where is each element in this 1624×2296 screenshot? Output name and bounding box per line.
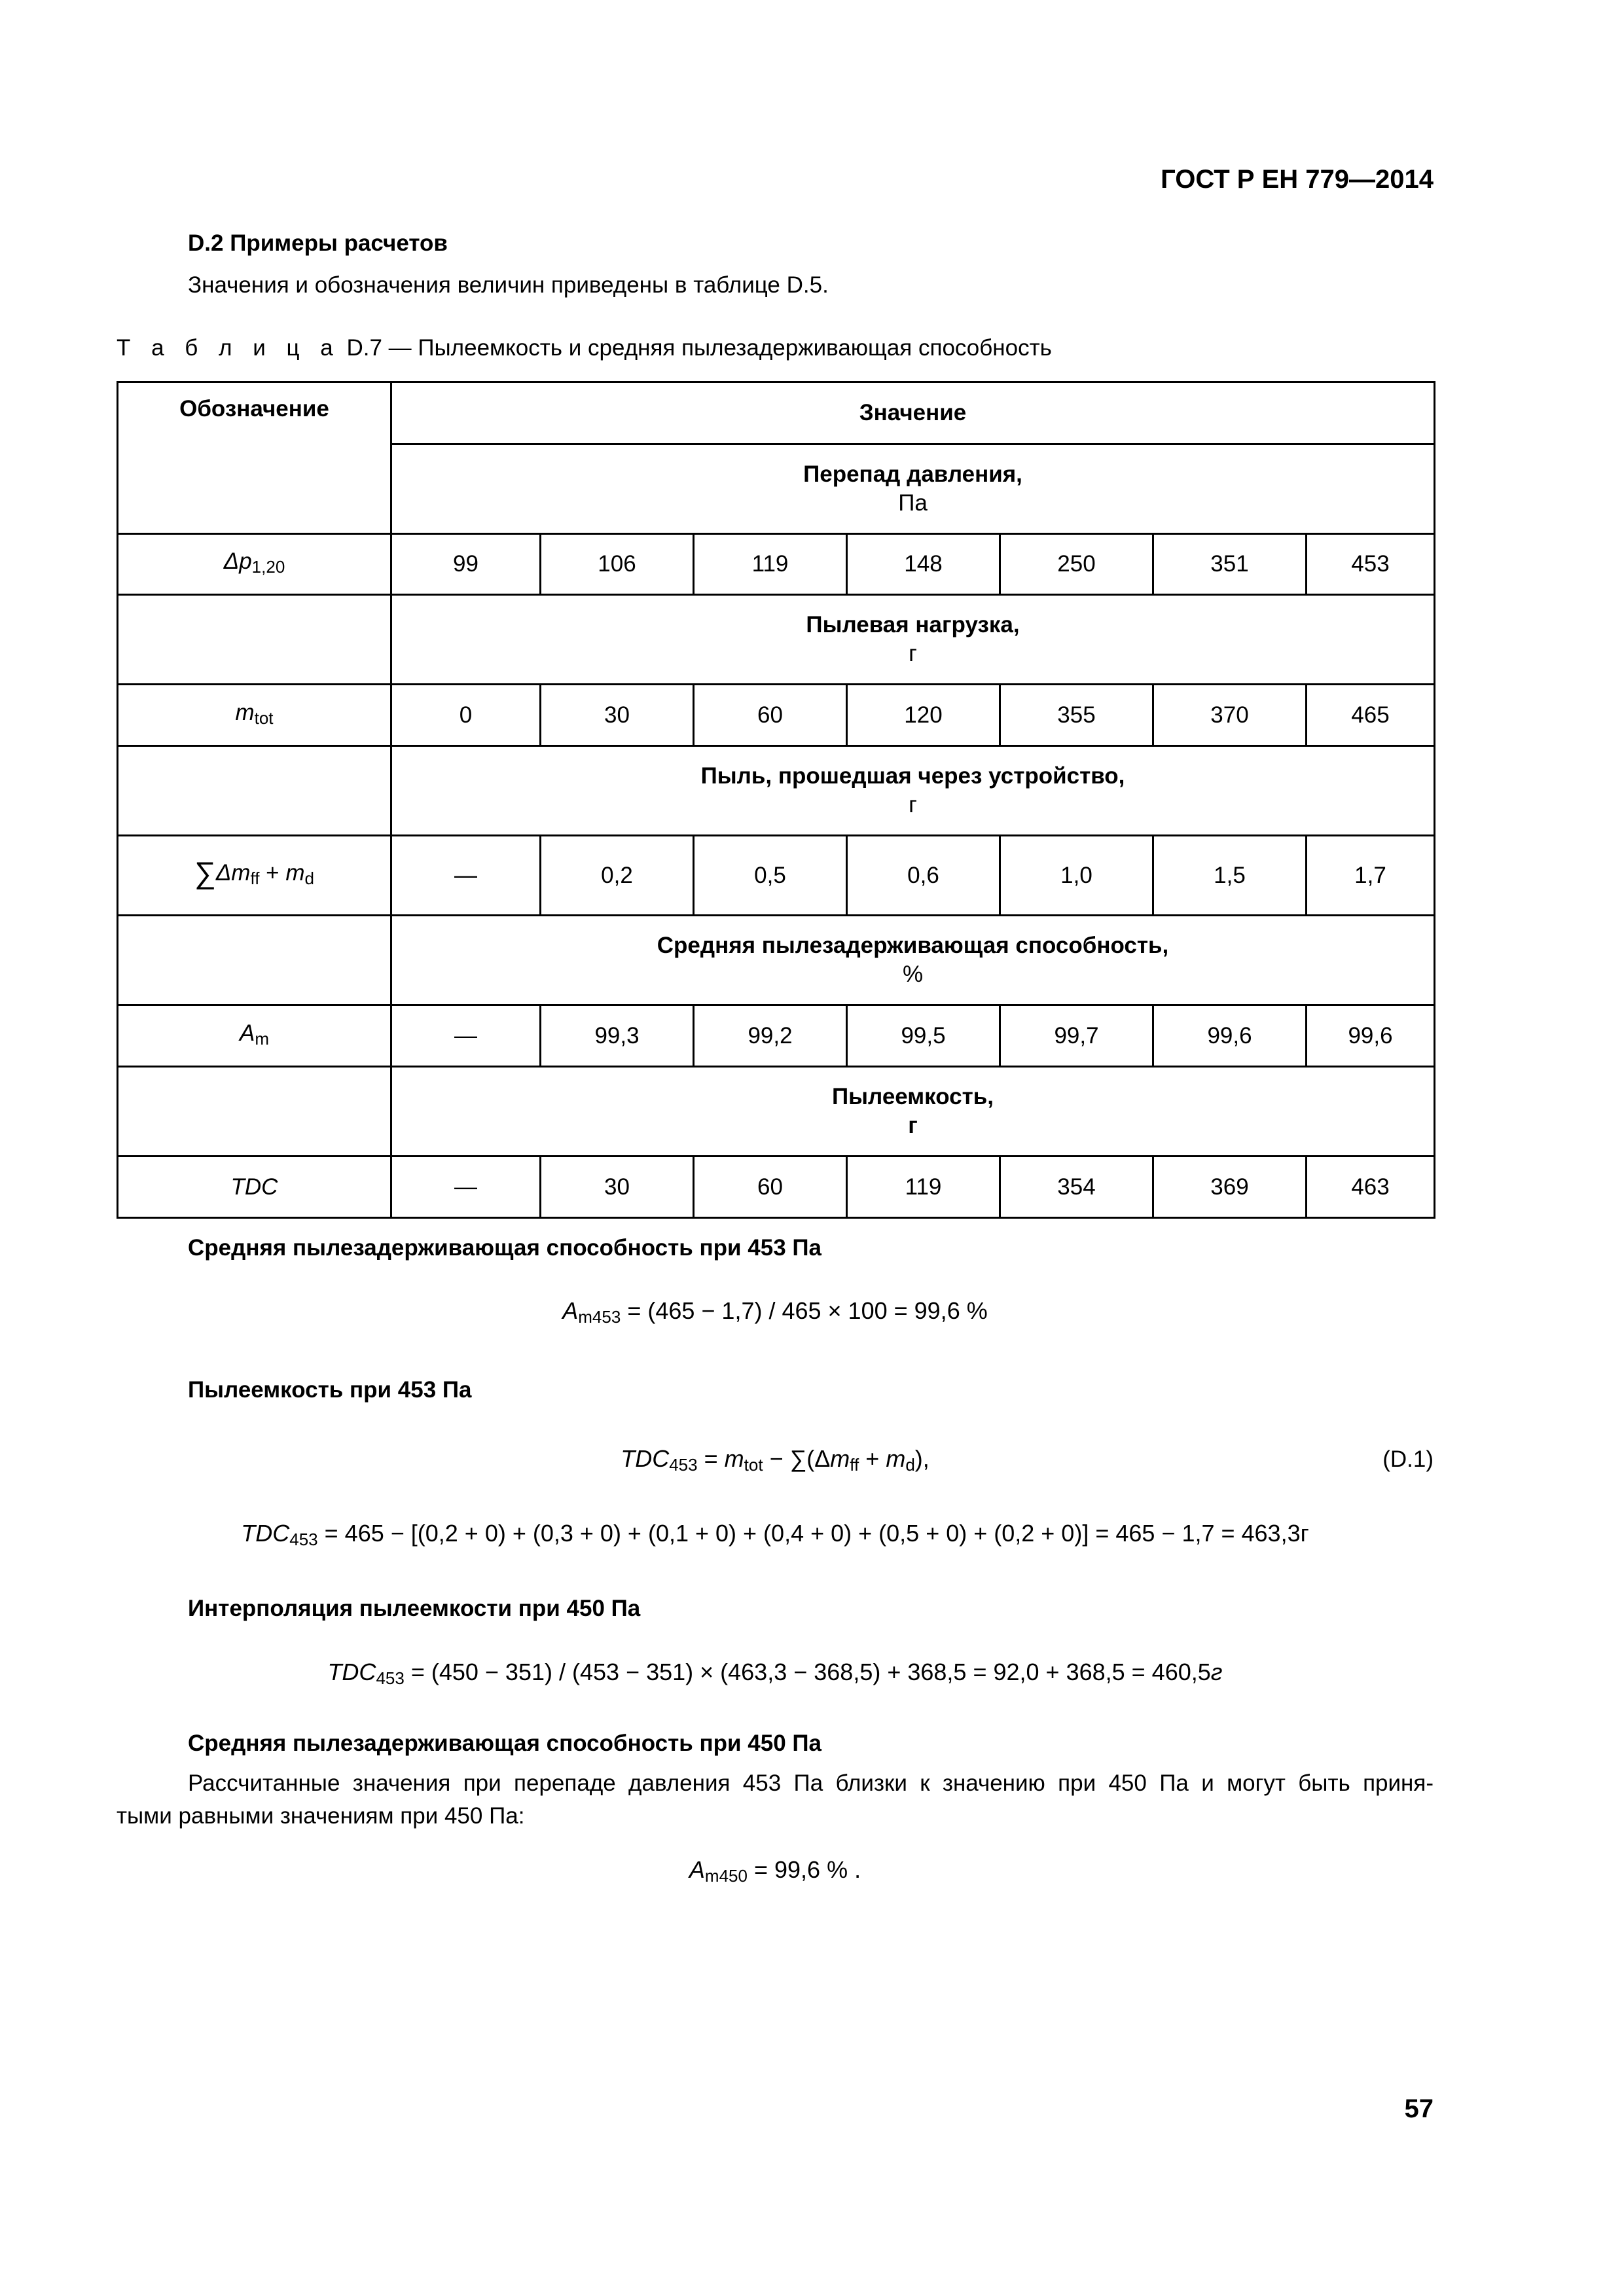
group-title-dust-load [391,595,1435,685]
header-symbol: Обозначение [118,382,391,534]
table-caption-prefix: Т а б л и ц а [117,335,340,361]
table-row [118,685,1435,746]
group-unit: г [909,641,917,666]
table-caption [117,335,1052,361]
value-cell: 463 [1307,1157,1435,1218]
empty-cell [118,1067,391,1157]
value-cell: 1,5 [1153,836,1307,916]
group-title: Пылевая нагрузка, [806,612,1020,637]
value-cell: — [391,836,541,916]
empty-cell [118,746,391,836]
value-cell: — [391,1005,541,1067]
value-cell: 355 [1000,685,1153,746]
value-cell: 119 [847,1157,1000,1218]
heading-efficiency-450: Средняя пылезадерживающая способность при 450 Па [188,1731,822,1756]
table-row [118,836,1435,916]
group-title: Пылеемкость, [832,1084,994,1109]
table-caption-text: D.7 — Пылеемкость и средняя пылезадерживающая способность [340,335,1052,361]
value-cell: 354 [1000,1157,1153,1218]
equation-efficiency-450: $A_{m450} = 99,6$ % . [689,1856,861,1886]
header-value: Значение [391,382,1435,444]
empty-cell [118,916,391,1005]
value-cell: 0,5 [694,836,847,916]
value-cell: 453 [1307,534,1435,595]
group-unit: Па [898,490,928,516]
group-title: Средняя пылезадерживающая способность, [657,933,1169,958]
value-cell: 120 [847,685,1000,746]
value-cell: 465 [1307,685,1435,746]
value-cell: 99,7 [1000,1005,1153,1067]
symbol-cell: $\sum\Delta m_{ff} + m_d$ [118,836,391,916]
page-number: 57 [1404,2094,1434,2123]
value-cell: 370 [1153,685,1307,746]
group-title-capacity [391,1067,1435,1157]
data-table-d7 [117,381,1435,1219]
value-cell: 1,7 [1307,836,1435,916]
section-title: D.2 Примеры расчетов [188,230,448,256]
value-cell: 119 [694,534,847,595]
value-cell: 0 [391,685,541,746]
value-cell: 369 [1153,1157,1307,1218]
value-cell: 148 [847,534,1000,595]
group-unit: г [908,1113,918,1138]
value-cell: 99,3 [541,1005,694,1067]
symbol-cell: $A_m$ [118,1005,391,1067]
heading-efficiency-453: Средняя пылезадерживающая способность при 453 Па [188,1235,822,1261]
group-unit: г [909,792,917,817]
equation-d1: $TDC_{453} = m_{tot} - \sum(\Delta m_{ff} + m_d)$, [621,1445,929,1475]
value-cell: 250 [1000,534,1153,595]
value-cell: 99,6 [1153,1005,1307,1067]
equation-interpolation: $TDC_{453} = (450 - 351) / (453 - 351) \times (463,3 - 368,5) + 368,5 = 92,0 + 368,5 = 460,5г$ [327,1659,1223,1688]
value-cell: 1,0 [1000,836,1153,916]
value-cell: — [391,1157,541,1218]
table-row [118,1005,1435,1067]
empty-cell [118,595,391,685]
value-cell: 0,2 [541,836,694,916]
group-title-passed-dust [391,746,1435,836]
value-cell: 351 [1153,534,1307,595]
value-cell: 0,6 [847,836,1000,916]
symbol-cell: $m_{tot}$ [118,685,391,746]
value-cell: 30 [541,1157,694,1218]
symbol-cell: $\Delta p_{1,20}$ [118,534,391,595]
value-cell: 99,2 [694,1005,847,1067]
document-standard-code: ГОСТ Р ЕН 779—2014 [1161,165,1434,194]
table-row [118,534,1435,595]
value-cell: 99,5 [847,1005,1000,1067]
group-title-efficiency [391,916,1435,1005]
value-cell: 60 [694,1157,847,1218]
paragraph-line-2: тыми равными значениям при 450 Па: [117,1803,525,1829]
value-cell: 60 [694,685,847,746]
group-unit: % [902,961,924,987]
value-cell: 30 [541,685,694,746]
heading-interpolation-450: Интерполяция пылеемкости при 450 Па [188,1596,641,1621]
group-title: Перепад давления, [803,461,1022,487]
heading-capacity-453: Пылеемкость при 453 Па [188,1377,472,1403]
paragraph-conclusion [117,1767,1434,1833]
equation-number: (D.1) [1382,1446,1434,1472]
value-cell: 99 [391,534,541,595]
equation-efficiency-453: $A_{m453} = (465 - 1,7) / 465 \times 100 = 99,6$ % [562,1297,988,1327]
equation-capacity-453-calc: $TDC_{453} = 465 - [(0,2 + 0) + (0,3 + 0) + (0,1 + 0) + (0,4 + 0) + (0,5 + 0) + (0,2 + 0)] = 465 - 1,7 = 463,3г$ [241,1520,1309,1549]
table-row [118,1157,1435,1218]
symbol-cell: TDC [118,1157,391,1218]
value-cell: 106 [541,534,694,595]
paragraph-line-1: Рассчитанные значения при перепаде давления 453 Па близки к значению при 450 Па и могут быть приня- [188,1770,1434,1796]
group-title: Пыль, прошедшая через устройство, [700,763,1125,789]
value-cell: 99,6 [1307,1005,1435,1067]
group-title-pressure [391,444,1435,534]
section-intro: Значения и обозначения величин приведены в таблице D.5. [188,272,829,298]
